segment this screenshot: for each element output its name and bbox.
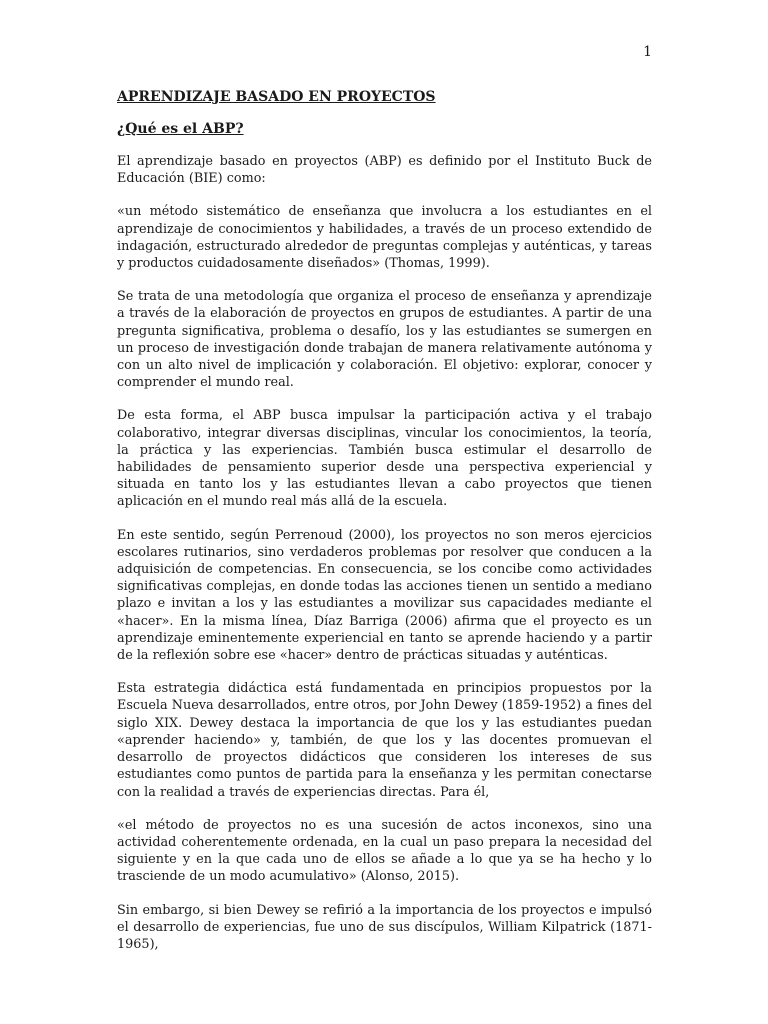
paragraph-quote-thomas: «un método sistemático de enseñanza que involucra a los estudiantes en el aprendizaje de conocimientos y habilidades, a través de un proceso extendido de indagación, estructurado alrededor de preguntas complejas y auténticas, y tareas y productos cuidadosamente diseñados» (Thomas, 1999).	[117, 204, 652, 272]
paragraph-perrenoud: En este sentido, según Perrenoud (2000), los proyectos no son meros ejercicios escolares rutinarios, sino verdaderos problemas por resolver que conducen a la adquisición de competencias. En consecuencia, se los concibe como actividades significativas complejas, en donde todas las acciones tienen un sentido a mediano plazo e invitan a los y las estudiantes a movilizar sus capacidades mediante el «hacer». En la misma línea, Díaz Barriga (2006) afirma que el proyecto es un aprendizaje eminentemente experiencial en tanto se aprende haciendo y a partir de la reflexión sobre ese «hacer» dentro de prácticas situadas y auténticas.	[117, 527, 652, 664]
document-title: APRENDIZAJE BASADO EN PROYECTOS	[117, 89, 436, 105]
section-heading: ¿Qué es el ABP?	[117, 121, 244, 137]
paragraph-quote-alonso: «el método de proyectos no es una sucesión de actos inconexos, sino una actividad coherentemente ordenada, en la cual un paso prepara la necesidad del siguiente y en la que cada uno de ellos se añade a lo que ya se ha hecho y lo trasciende de un modo acumulativo» (Alonso, 2015).	[117, 817, 652, 885]
page-number: 1	[643, 44, 652, 60]
paragraph-kilpatrick: Sin embargo, si bien Dewey se refirió a la importancia de los proyectos e impulsó el desarrollo de experiencias, fue uno de sus discípulos, William Kilpatrick (1871-1965),	[117, 902, 652, 952]
paragraph-intro: El aprendizaje basado en proyectos (ABP) es definido por el Instituto Buck de Educación (BIE) como:	[117, 154, 652, 187]
paragraph-abp-goals: De esta forma, el ABP busca impulsar la participación activa y el trabajo colaborativo, integrar diversas disciplinas, vincular los conocimientos, la teoría, la práctica y las experiencias. También busca estimular el desarrollo de habilidades de pensamiento superior desde una perspectiva experiencial y situada en tanto los y las estudiantes llevan a cabo proyectos que tienen aplicación en el mundo real más allá de la escuela.	[117, 408, 652, 510]
paragraph-escuela-nueva: Esta estrategia didáctica está fundamentada en principios propuestos por la Escuela Nueva desarrollados, entre otros, por John Dewey (1859-1952) a fines del siglo XIX. Dewey destaca la importancia de que los y las estudiantes puedan «aprender haciendo» y, también, de que los y las docentes promuevan el desarrollo de proyectos didácticos que consideren los intereses de sus estudiantes como puntos de partida para la enseñanza y les permitan conectarse con la realidad a través de experiencias directas. Para él,	[117, 681, 652, 800]
document-body	[117, 89, 652, 969]
paragraph-methodology: Se trata de una metodología que organiza el proceso de enseñanza y aprendizaje a través de la elaboración de proyectos en grupos de estudiantes. A partir de una pregunta significativa, problema o desafío, los y las estudiantes se sumergen en un proceso de investigación donde trabajan de manera relativamente autónoma y con un alto nivel de implicación y colaboración. El objetivo: explorar, conocer y comprender el mundo real.	[117, 289, 652, 391]
